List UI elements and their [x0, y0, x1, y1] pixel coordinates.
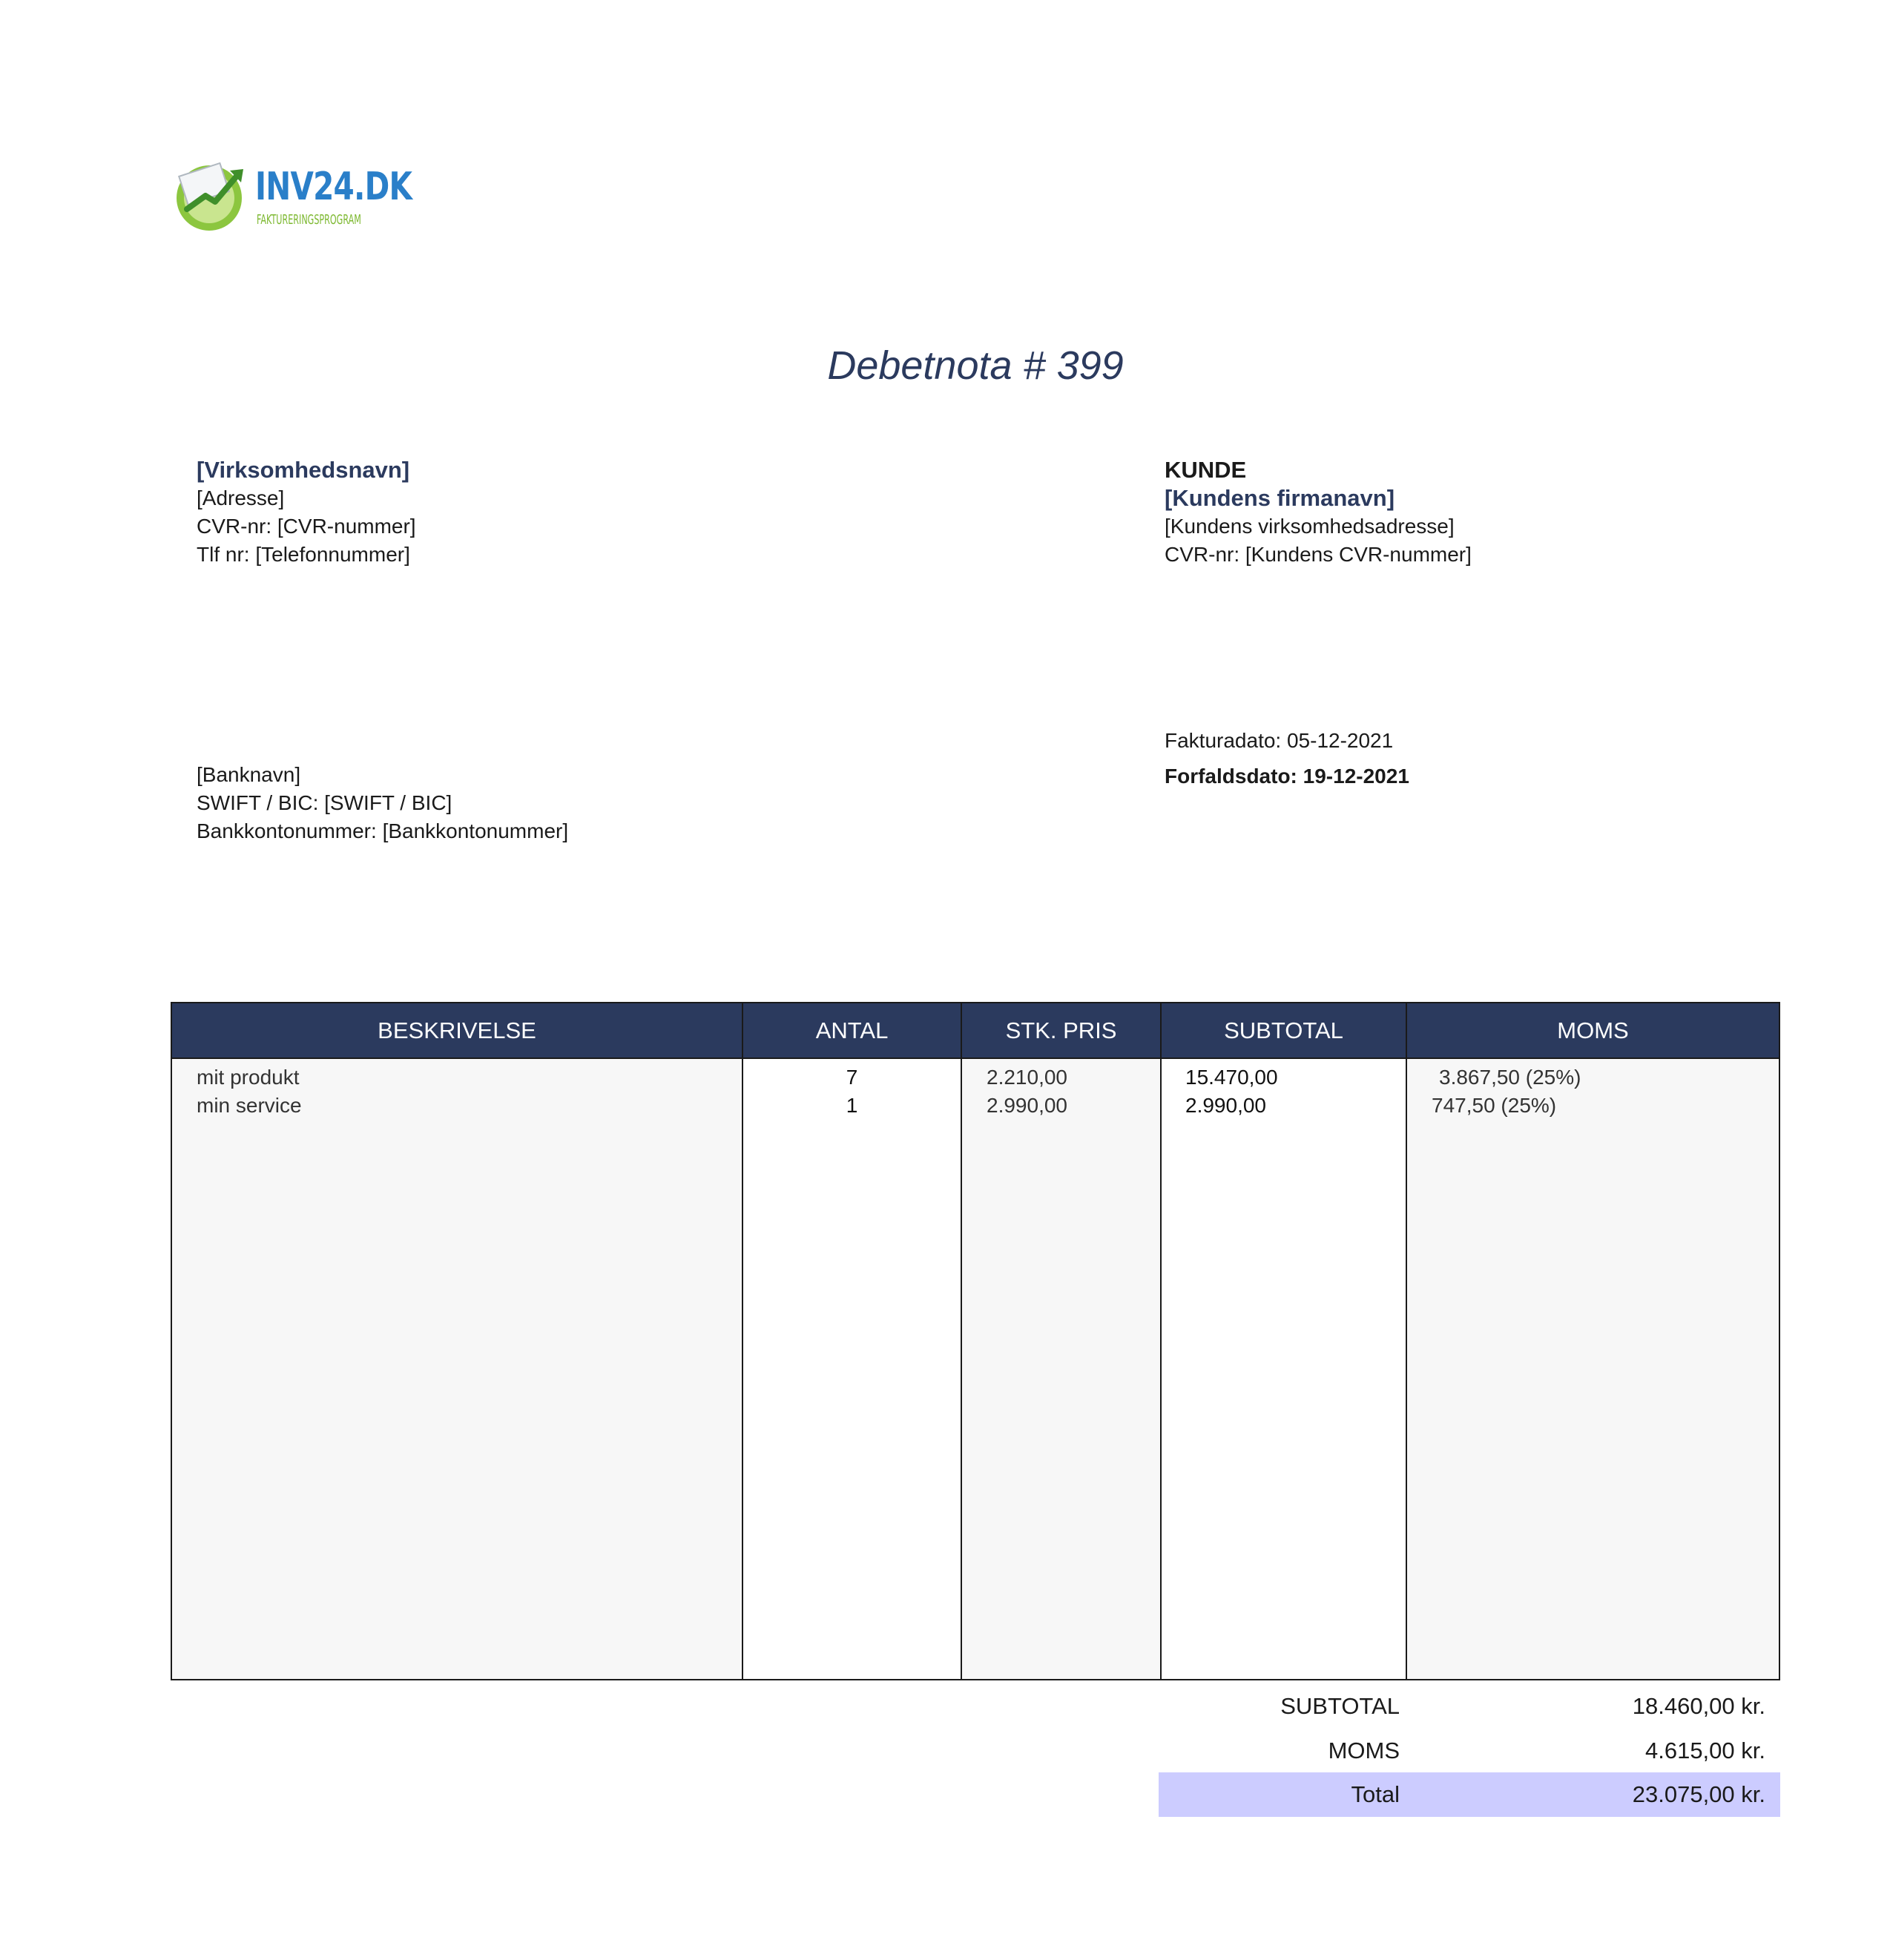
seller-info [197, 456, 416, 569]
logo-wordmark: INV24.DK [255, 165, 412, 209]
bank-info [197, 761, 568, 845]
column-quantity [743, 1003, 962, 1679]
column-header: ANTAL [743, 1003, 961, 1059]
column-subtotal [1162, 1003, 1407, 1679]
table-cell-subtotal: 15.470,00 [1185, 1066, 1278, 1089]
items-table [171, 1002, 1780, 1680]
vat-label: MOMS [1328, 1738, 1400, 1763]
totals-total-row [1159, 1772, 1780, 1817]
subtotal-value: 18.460,00 kr. [1632, 1693, 1765, 1719]
seller-address: [Adresse] [197, 486, 285, 509]
customer-company: [Kundens firmanavn] [1165, 485, 1395, 511]
table-cell-quantity: 7 [846, 1066, 858, 1089]
seller-cvr: CVR-nr: [CVR-nummer] [197, 515, 416, 538]
total-label: Total [1351, 1781, 1400, 1807]
logo-icon [172, 157, 254, 231]
customer-info [1165, 456, 1472, 569]
document-title: Debetnota # 399 [827, 343, 1124, 388]
table-cell-description: mit produkt [197, 1066, 300, 1089]
totals-vat-row [1159, 1729, 1780, 1773]
column-header: MOMS [1407, 1003, 1779, 1059]
column-vat [1407, 1003, 1779, 1679]
bank-swift: SWIFT / BIC: [SWIFT / BIC] [197, 791, 452, 814]
company-logo [172, 157, 412, 239]
invoice-dates [1165, 727, 1409, 791]
table-cell-subtotal: 2.990,00 [1185, 1094, 1266, 1117]
table-cell-unit-price: 2.210,00 [987, 1066, 1067, 1089]
logo-tagline: FAKTURERINGSPROGRAM [257, 212, 361, 228]
customer-cvr: CVR-nr: [Kundens CVR-nummer] [1165, 543, 1472, 566]
seller-phone: Tlf nr: [Telefonnummer] [197, 543, 410, 566]
column-header: BESKRIVELSE [172, 1003, 742, 1059]
column-unit-price [962, 1003, 1162, 1679]
table-cell-vat: 3.867,50 (25%) [1439, 1066, 1581, 1089]
column-header: STK. PRIS [962, 1003, 1160, 1059]
subtotal-label: SUBTOTAL [1280, 1693, 1400, 1719]
column-description [172, 1003, 743, 1679]
totals-subtotal-row [1159, 1684, 1780, 1729]
seller-name: [Virksomhedsnavn] [197, 457, 410, 483]
bank-account: Bankkontonummer: [Bankkontonummer] [197, 819, 569, 842]
table-cell-quantity: 1 [846, 1094, 858, 1117]
customer-address: [Kundens virksomhedsadresse] [1165, 515, 1455, 538]
vat-value: 4.615,00 kr. [1644, 1738, 1765, 1763]
invoice-date: Fakturadato: 05-12-2021 [1165, 729, 1394, 752]
table-cell-vat: 747,50 (25%) [1432, 1094, 1557, 1117]
total-value: 23.075,00 kr. [1632, 1781, 1765, 1807]
table-cell-unit-price: 2.990,00 [987, 1094, 1067, 1117]
column-header: SUBTOTAL [1162, 1003, 1406, 1059]
bank-name: [Banknavn] [197, 763, 301, 786]
due-date: Forfaldsdato: 19-12-2021 [1165, 765, 1409, 788]
table-cell-description: min service [197, 1094, 302, 1117]
customer-heading: KUNDE [1165, 457, 1247, 483]
